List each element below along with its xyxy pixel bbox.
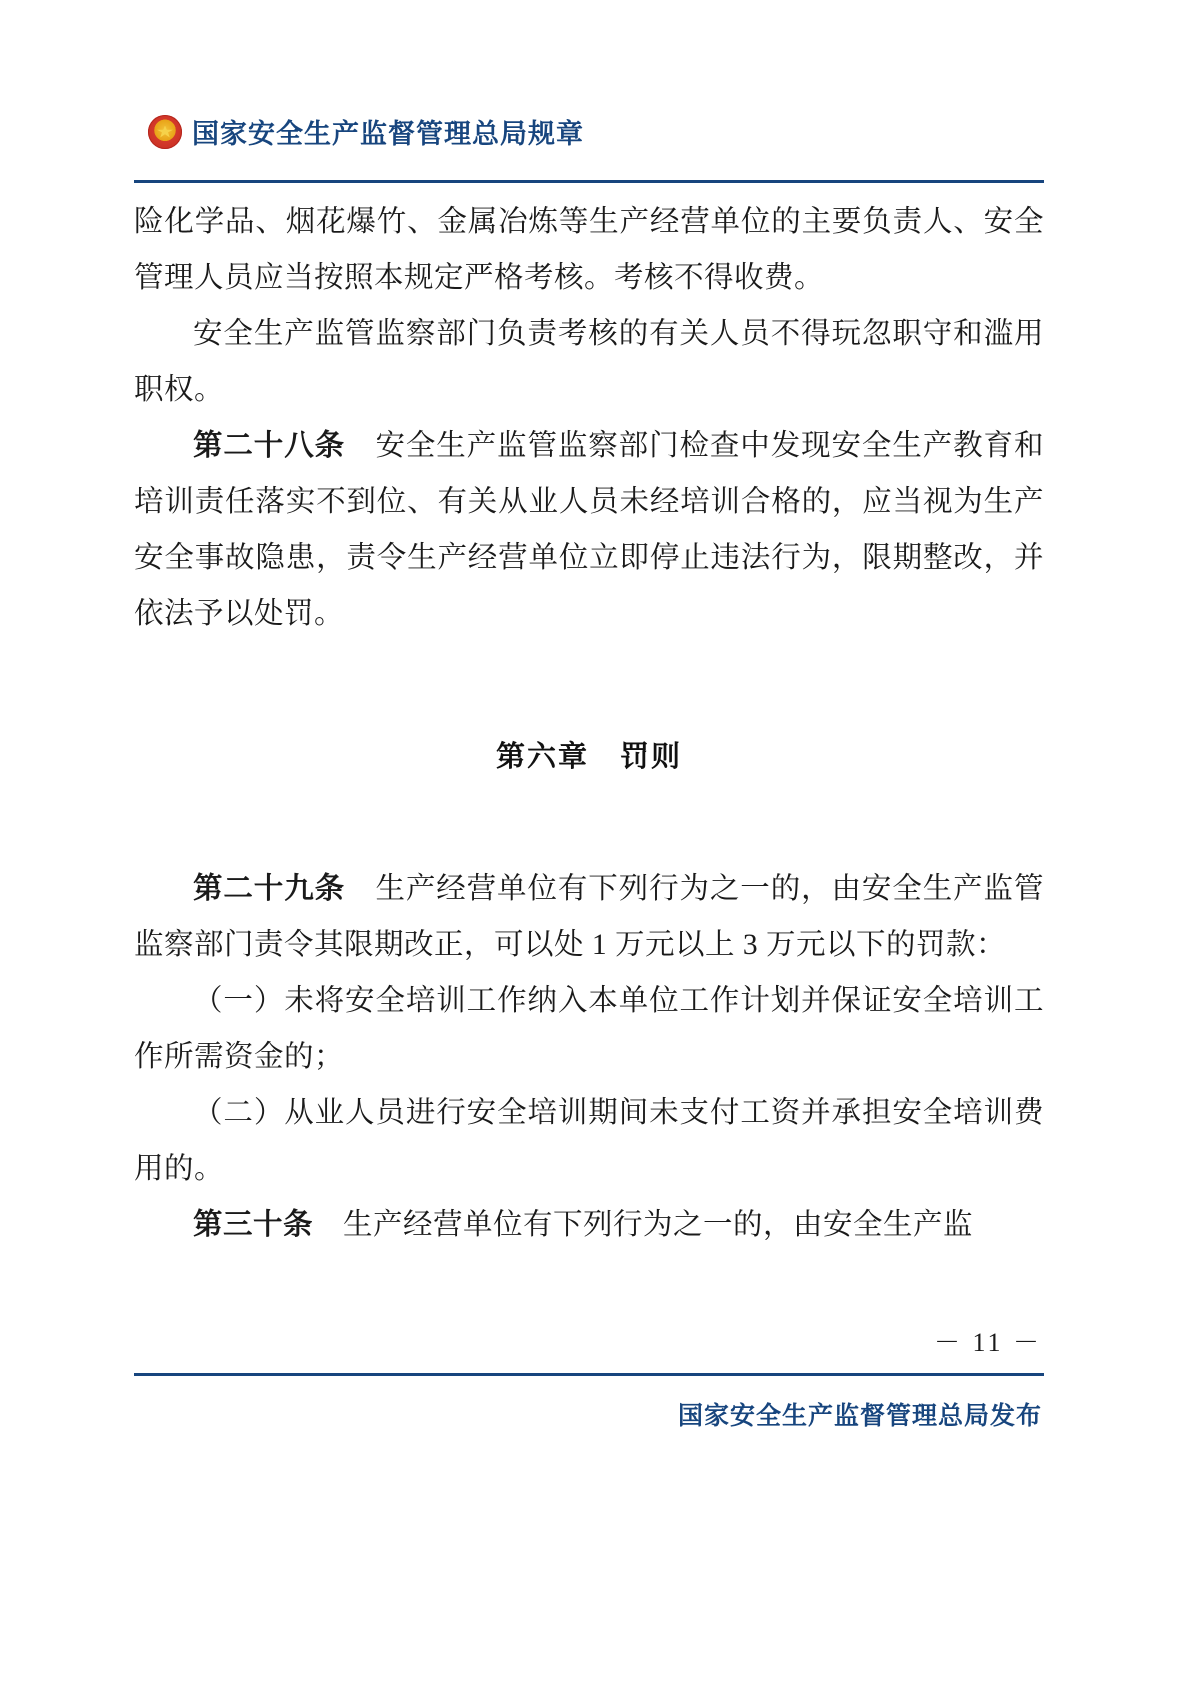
spacer-after-chapter bbox=[134, 775, 1044, 861]
document-body bbox=[134, 194, 1044, 1253]
article-30-text: 生产经营单位有下列行为之一的，由安全生产监 bbox=[343, 1209, 974, 1241]
article-number-29: 第二十九条 bbox=[193, 873, 346, 905]
paragraph-article28 bbox=[134, 418, 1044, 642]
paragraph-article30 bbox=[134, 1197, 1044, 1253]
article-29-text: 生产经营单位有下列行为之一的，由安全生产监管监察部门责令其限期改正，可以处 1 万元以上 3 万元以下的罚款： bbox=[134, 873, 1044, 961]
header-divider bbox=[134, 180, 1044, 183]
header-title: 国家安全生产监督管理总局规章 bbox=[192, 119, 584, 149]
article-number-30: 第三十条 bbox=[193, 1209, 314, 1241]
page-header bbox=[148, 112, 1042, 151]
chapter-heading: 第六章 罚则 bbox=[495, 741, 682, 773]
footer-divider bbox=[134, 1373, 1044, 1376]
paragraph-continuation: 险化学品、烟花爆竹、金属冶炼等生产经营单位的主要负责人、安全管理人员应当按照本规定严格考核。考核不得收费。 bbox=[134, 206, 1044, 294]
article-28-text: 安全生产监管监察部门检查中发现安全生产教育和培训责任落实不到位、有关从业人员未经培训合格的，应当视为生产安全事故隐患，责令生产经营单位立即停止违法行为，限期整改，并依法予以处罚。 bbox=[134, 430, 1044, 630]
national-emblem-icon bbox=[148, 115, 182, 149]
footer-publisher: 国家安全生产监督管理总局发布 bbox=[677, 1402, 1042, 1430]
article-number-28: 第二十八条 bbox=[193, 430, 346, 462]
page-number: － 11 － bbox=[933, 1328, 1042, 1357]
spacer-before-chapter bbox=[134, 642, 1044, 734]
paragraph-article29 bbox=[134, 861, 1044, 973]
paragraph-item-one: （一）未将安全培训工作纳入本单位工作计划并保证安全培训工作所需资金的； bbox=[134, 985, 1044, 1073]
paragraph-article27-cont: 安全生产监管监察部门负责考核的有关人员不得玩忽职守和滥用职权。 bbox=[134, 318, 1044, 406]
paragraph-item-two: （二）从业人员进行安全培训期间未支付工资并承担安全培训费用的。 bbox=[134, 1097, 1044, 1185]
